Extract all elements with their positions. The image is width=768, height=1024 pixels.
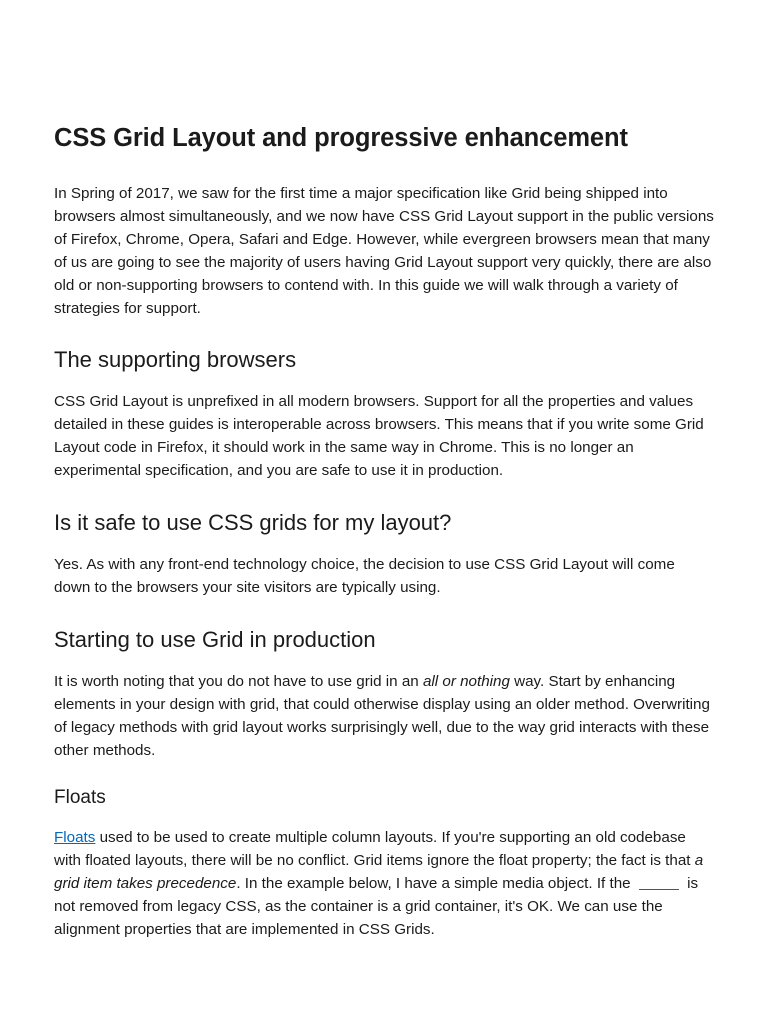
floats-text-3: is not removed from legacy CSS, as the container is a grid container, it's OK. We can use the alignment properties that are implemented in CSS Grids. (54, 875, 699, 938)
floats-text-2: . In the example below, I have a simple media object. If the (236, 875, 635, 892)
production-text-1: It is worth noting that you do not have to use grid in an (54, 673, 423, 690)
floats-paragraph (54, 826, 714, 941)
subsection-heading-floats: Floats (54, 787, 106, 808)
section-heading-safe-to-use: Is it safe to use CSS grids for my layout? (54, 510, 452, 535)
supporting-browsers-paragraph: CSS Grid Layout is unprefixed in all modern browsers. Support for all the properties and values detailed in these guides is interoperable across browsers. This means that if you write some Grid Layout code in Firefox, it should work in the same way in Chrome. This is no longer an experimental specification, and you are safe to use it in production. (54, 393, 704, 479)
floats-emphasis: a grid item takes precedence (54, 852, 704, 892)
floats-text-1: used to be used to create multiple column layouts. If you're supporting an old codebase with floated layouts, there will be no conflict. Grid items ignore the float property; the fact is that (54, 829, 695, 869)
float-code-link[interactable] (639, 875, 679, 890)
intro-paragraph: In Spring of 2017, we saw for the first time a major specification like Grid being shipped into browsers almost simultaneously, and we now have CSS Grid Layout support in the public versions of Firefox, Chrome, Opera, Safari and Edge. However, while evergreen browsers mean that many of us are going to see the majority of users having Grid Layout support very quickly, there are also old or non-supporting browsers to contend with. In this guide we will walk through a variety of strategies for support. (54, 185, 714, 317)
section-heading-supporting-browsers: The supporting browsers (54, 347, 297, 372)
production-emphasis: all or nothing (422, 673, 510, 690)
safe-to-use-paragraph: Yes. As with any front-end technology choice, the decision to use CSS Grid Layout will come down to the browsers your site visitors are typically using. (54, 556, 675, 596)
production-text-2: way. Start by enhancing elements in your design with grid, that could otherwise display using an older method. Overwriting of legacy methods with grid layout works surprisingly well, due to the way grid interacts with these other methods. (54, 673, 710, 759)
production-paragraph (54, 670, 714, 762)
section-heading-production: Starting to use Grid in production (54, 627, 376, 652)
floats-link[interactable]: Floats (54, 829, 96, 846)
page-title: CSS Grid Layout and progressive enhancement (54, 124, 628, 152)
